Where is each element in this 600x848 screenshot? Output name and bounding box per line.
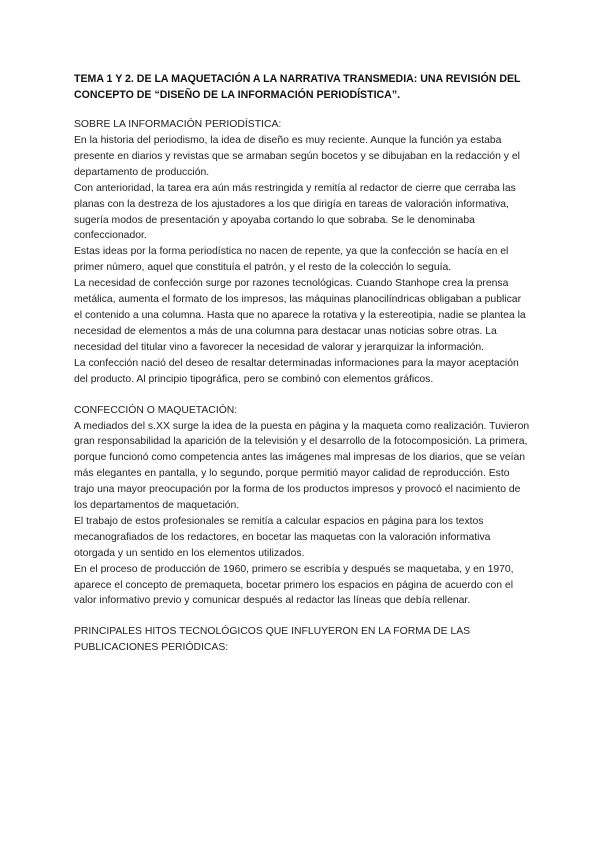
document-body — [74, 71, 530, 671]
section-heading: CONFECCIÓN O MAQUETACIÓN: — [74, 404, 238, 416]
paragraph: La necesidad de confección surge por razones tecnológicas. Cuando Stanhope crea la prensa metálica, aumenta el formato de los impresos, las máquinas planocilíndricas obligaban a publicar el contenido a una columna. Hasta que no aparece la rotativa y la estereotipia, nadie se plantea la necesidad de elementos a más de una columna para destacar unas noticias sobre otras. La necesidad del titular vino a favorecer la necesidad de valorar y jerarquizar la información. — [74, 278, 526, 353]
document-title: TEMA 1 Y 2. DE LA MAQUETACIÓN A LA NARRATIVA TRANSMEDIA: UNA REVISIÓN DEL CONCEPTO DE “DISEÑO DE LA INFORMACIÓN PERIODÍSTICA”. — [74, 73, 521, 101]
paragraph: En el proceso de producción de 1960, primero se escribía y después se maquetaba, y en 1970, aparece el concepto de premaqueta, bocetar primero los espacios en página de acuerdo con el valor informativo previo y comunicar después al redactor las líneas que debía rellenar. — [74, 563, 514, 607]
paragraph: En la historia del periodismo, la idea de diseño es muy reciente. Aunque la función ya estaba presente en diarios y revistas que se armaban según bocetos y se dibujaban en la redacción y el departamento de producción. — [74, 135, 520, 178]
paragraph: Con anterioridad, la tarea era aún más restringida y remitía al redactor de cierre que cerraba las planas con la destreza de los ajustadores a los que dirigía en tareas de valoración informativa, sugería modos de presentación y apoyaba cortando lo que sobraba. Se le denominaba confeccionador. — [74, 182, 516, 242]
section-informacion-periodistica — [74, 117, 530, 388]
section-heading: PRINCIPALES HITOS TECNOLÓGICOS QUE INFLUYERON EN LA FORMA DE LAS PUBLICACIONES PERIÓDICAS: — [74, 626, 471, 654]
paragraph: El trabajo de estos profesionales se remitía a calcular espacios en página para los textos mecanografiados de los redactores, en bocetar las maquetas con la valoración informativa otorgada y un sentido en los elementos utilizados. — [74, 515, 491, 559]
paragraph: A mediados del s.XX surge la idea de la puesta en página y la maqueta como realización. Tuvieron gran responsabilidad la aparición de la televisión y el desarrollo de la fotocomposición. La primera, porque funcionó como competencia antes las imágenes mal impresas de los diarios, que se veían más elegantes en pantalla, y lo segundo, porque permitió mayor calidad de reproducción. Esto trajo una mayor preocupación por la forma de los productos impresos y provocó el nacimiento de los departamentos de maquetación. — [74, 420, 530, 512]
paragraph: Estas ideas por la forma periodística no nacen de repente, ya que la confección se hacía en el primer número, aquel que constituía el patrón, y el resto de la colección lo seguía. — [74, 246, 509, 274]
section-confeccion-maquetacion — [74, 403, 530, 610]
section-hitos-tecnologicos — [74, 624, 530, 656]
paragraph: La confección nació del deseo de resaltar determinadas informaciones para la mayor aceptación del producto. Al principio tipográfica, pero se combinó con elementos gráficos. — [74, 357, 519, 385]
section-heading: SOBRE LA INFORMACIÓN PERIODÍSTICA: — [74, 119, 282, 130]
